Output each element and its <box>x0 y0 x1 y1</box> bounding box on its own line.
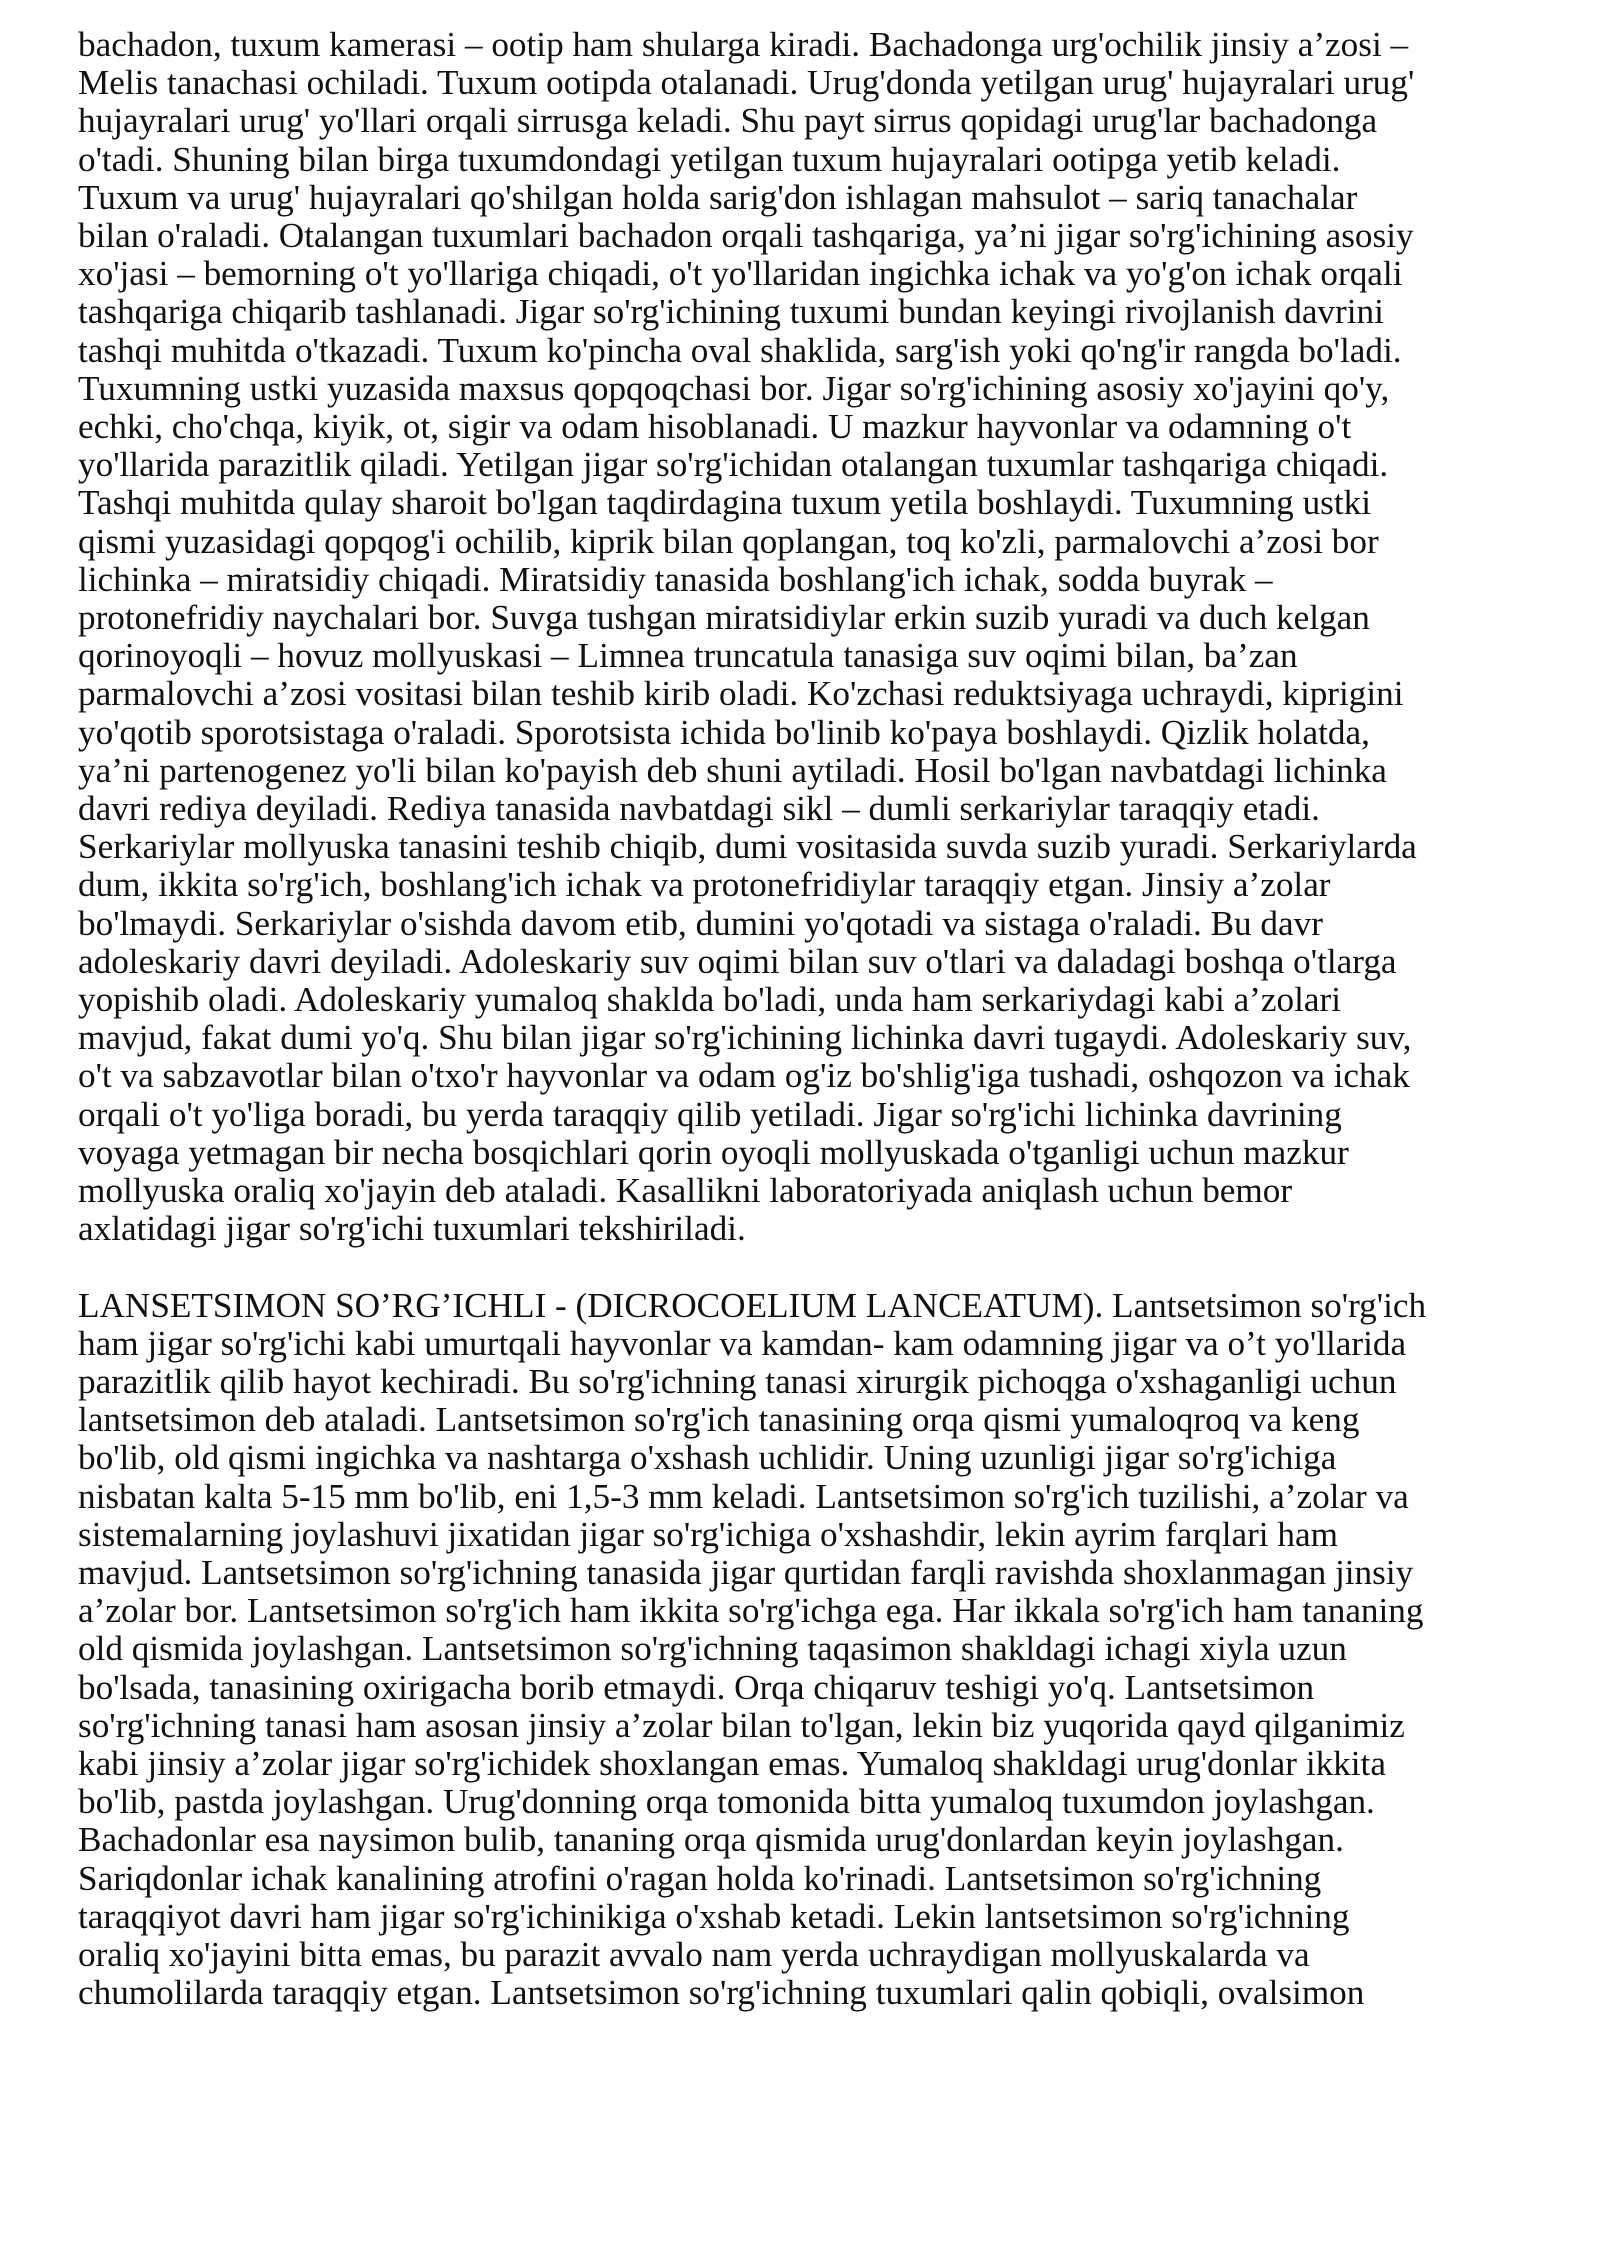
text-line: dum, ikkita so'rg'ich, boshlang'ich ichak va protonefridiylar taraqqiy etgan. Jinsiy a’zolar <box>78 865 1331 905</box>
text-line: Tashqi muhitda qulay sharoit bo'lgan taqdirdagina tuxum yetila boshlaydi. Tuxumning ustki <box>78 483 1372 523</box>
text-line: o'tadi. Shuning bilan birga tuxumdondagi yetilgan tuxum hujayralari ootipga yetib keladi. <box>78 139 1341 179</box>
text-line: old qismida joylashgan. Lantsetsimon so'rg'ichning taqasimon shakldagi ichagi xiyla uzun <box>78 1629 1347 1669</box>
text-line: LANSETSIMON SO’RG’ICHLI - (DICROCOELIUM LANCEATUM). Lantsetsimon so'rg'ich <box>78 1285 1427 1325</box>
text-line: lantsetsimon deb ataladi. Lantsetsimon so'rg'ich tanasining orqa qismi yumaloqroq va keng <box>78 1400 1360 1440</box>
text-line: Melis tanachasi ochiladi. Tuxum ootipda otalanadi. Urug'donda yetilgan urug' hujayralari urug' <box>78 63 1415 103</box>
text-line: ham jigar so'rg'ichi kabi umurtqali hayvonlar va kamdan- kam odamning jigar va o’t yo'llarida <box>78 1323 1407 1363</box>
text-line: bilan o'raladi. Otalangan tuxumlari bachadon orqali tashqariga, ya’ni jigar so'rg'ichining asosiy <box>78 216 1414 256</box>
text-line: Tuxumning ustki yuzasida maxsus qopqoqchasi bor. Jigar so'rg'ichining asosiy xo'jayini qo'y, <box>78 368 1390 408</box>
text-line: voyaga yetmagan bir necha bosqichlari qorin oyoqli mollyuskada o'tganligi uchun mazkur <box>78 1132 1349 1172</box>
text-line: protonefridiy naychalari bor. Suvga tushgan miratsidiylar erkin suzib yuradi va duch kelgan <box>78 598 1370 638</box>
text-line: yo'llarida parazitlik qiladi. Yetilgan jigar so'rg'ichidan otalangan tuxumlar tashqariga chiqadi. <box>78 445 1389 485</box>
text-line: yopishib oladi. Adoleskariy yumaloq shakldа bo'ladi, unda ham serkariydagi kabi a’zolari <box>78 980 1342 1020</box>
text-line: kabi jinsiy a’zolar jigar so'rg'ichidek shoxlangan emas. Yumaloq shakldagi urug'donlar ikkita <box>78 1743 1386 1783</box>
text-line: hujayralari urug' yo'llari orqali sirrusga keladi. Shu payt sirrus qopidagi urug'lar bachadonga <box>78 101 1378 141</box>
text-line: o't va sabzavotlar bilan o'txo'r hayvonlar va odam og'iz bo'shlig'iga tushadi, oshqozon va ichak <box>78 1056 1410 1096</box>
text-line: bo'lmaydi. Serkariylar o'sishda davom etib, dumini yo'qotadi va sistaga o'raladi. Bu davr <box>78 903 1323 943</box>
text-line: xo'jasi – bemorning o't yo'llariga chiqadi, o't yo'llaridan ingichka ichak va yo'g'on ichak orqali <box>78 254 1403 294</box>
text-line: bo'lib, old qismi ingichka va nashtarga o'xshash uchlidir. Uning uzunligi jigar so'rg'ichiga <box>78 1438 1337 1478</box>
text-line: so'rg'ichning tanasi ham asosan jinsiy a’zolar bilan to'lgan, lekin biz yuqorida qayd qilganimiz <box>78 1705 1405 1745</box>
text-line: adoleskariy davri deyiladi. Adoleskariy suv oqimi bilan suv o'tlari va daladagi boshqa o'tlarga <box>78 941 1397 981</box>
text-line: bo'lib, pastda joylashgan. Urug'donning orqa tomonida bitta yumaloq tuxumdon joylashgan. <box>78 1782 1375 1822</box>
text-line: chumolilarda taraqqiy etgan. Lantsetsimon so'rg'ichning tuxumlari qalin qobiqli, ovalsimon <box>78 1973 1365 2013</box>
text-line: echki, cho'chqa, kiyik, ot, sigir va odam hisoblanadi. U mazkur hayvonlar va odamning o't <box>78 407 1352 447</box>
text-line: bachadon, tuxum kamerasi – ootip ham shularga kiradi. Bachadonga urg'ochilik jinsiy a’zosi – <box>78 25 1409 64</box>
text-line: ya’ni partenogenez yo'li bilan ko'payish deb shuni aytiladi. Hosil bo'lgan navbatdagi lichinka <box>78 750 1387 790</box>
text-line: Serkariylar mollyuska tanasini teshib chiqib, dumi vositasida suvda suzib yuradi. Serkariylarda <box>78 827 1417 867</box>
paragraph-lancet-fluke <box>78 1287 1538 2013</box>
text-line: axlatidagi jigar so'rg'ichi tuxumlari tekshiriladi. <box>78 1209 746 1249</box>
text-line: Tuxum va urug' hujayralari qo'shilgan holda sarig'don ishlagan mahsulot – sariq tanachalar <box>78 177 1358 217</box>
text-line: parazitlik qilib hayot kechiradi. Bu so'rg'ichning tanasi xirurgik pichoqga o'xshaganligi uchun <box>78 1361 1397 1401</box>
text-line: parmalovchi a’zosi vositasi bilan teshib kirib oladi. Ko'zchasi reduktsiyaga uchraydi, kiprigini <box>78 674 1404 714</box>
text-line: Bachadonlar esa naysimon bulib, tananing orqa qismida urug'donlardan keyin joylashgan. <box>78 1820 1344 1860</box>
text-line: yo'qotib sporotsistaga o'raladi. Sporotsista ichida bo'linib ko'paya boshlaydi. Qizlik holatda, <box>78 712 1370 752</box>
text-line: lichinka – miratsidiy chiqadi. Miratsidiy tanasida boshlang'ich ichak, sodda buyrak – <box>78 559 1273 599</box>
text-line: orqali o't yo'liga boradi, bu yerda taraqqiy qilib yetiladi. Jigar so'rg'ichi lichinka davrining <box>78 1094 1342 1134</box>
paragraph-gap <box>78 1249 1538 1287</box>
text-line: a’zolar bor. Lantsetsimon so'rg'ich ham ikkita so'rg'ichga ega. Har ikkala so'rg'ich ham tananing <box>78 1591 1424 1631</box>
text-line: sistemalarning joylashuvi jixatidan jigar so'rg'ichiga o'xshashdir, lekin ayrim farqlari ham <box>78 1514 1338 1554</box>
text-line: mavjud. Lantsetsimon so'rg'ichning tanasida jigar qurtidan farqli ravishda shoxlanmagan jinsiy <box>78 1552 1414 1592</box>
text-line: tashqi muhitda o'tkazadi. Tuxum ko'pincha oval shaklida, sarg'ish yoki qo'ng'ir rangda bo'ladi. <box>78 330 1402 370</box>
text-line: mavjud, fakat dumi yo'q. Shu bilan jigar so'rg'ichining lichinka davri tugaydi. Adoleskariy suv, <box>78 1018 1412 1058</box>
text-line: davri rediya deyiladi. Rediya tanasida navbatdagi sikl – dumli serkariylar taraqqiy etadi. <box>78 789 1320 829</box>
text-line: taraqqiyot davri ham jigar so'rg'ichinikiga o'xshab ketadi. Lekin lantsetsimon so'rg'ichning <box>78 1896 1350 1936</box>
text-line: nisbatan kalta 5-15 mm bo'lib, eni 1,5-3 mm keladi. Lantsetsimon so'rg'ich tuzilishi, a’zolar va <box>78 1476 1409 1516</box>
text-line: bo'lsada, tanasining oxirigacha borib etmaydi. Orqa chiqaruv teshigi yo'q. Lantsetsimon <box>78 1667 1315 1707</box>
text-line: qismi yuzasidagi qopqog'i ochilib, kiprik bilan qoplangan, toq ko'zli, parmalovchi a’zosi bor <box>78 521 1379 561</box>
text-line: mollyuska oraliq xo'jayin deb ataladi. Kasallikni laboratoriyada aniqlash uchun bemor <box>78 1171 1293 1211</box>
text-line: Sariqdonlar ichak kanalining atrofini o'ragan holda ko'rinadi. Lantsetsimon so'rg'ichning <box>78 1858 1322 1898</box>
text-line: tashqariga chiqarib tashlanadi. Jigar so'rg'ichining tuxumi bundan keyingi rivojlanish davrini <box>78 292 1384 332</box>
document-page <box>78 26 1538 2012</box>
text-line: qorinoyoqli – hovuz mollyuskasi – Limnea truncatula tanasiga suv oqimi bilan, ba’zan <box>78 636 1298 676</box>
text-line: oraliq xo'jayini bitta emas, bu parazit avvalo nam yerda uchraydigan mollyuskalarda va <box>78 1934 1310 1974</box>
paragraph-liver-fluke-lifecycle <box>78 26 1538 1249</box>
